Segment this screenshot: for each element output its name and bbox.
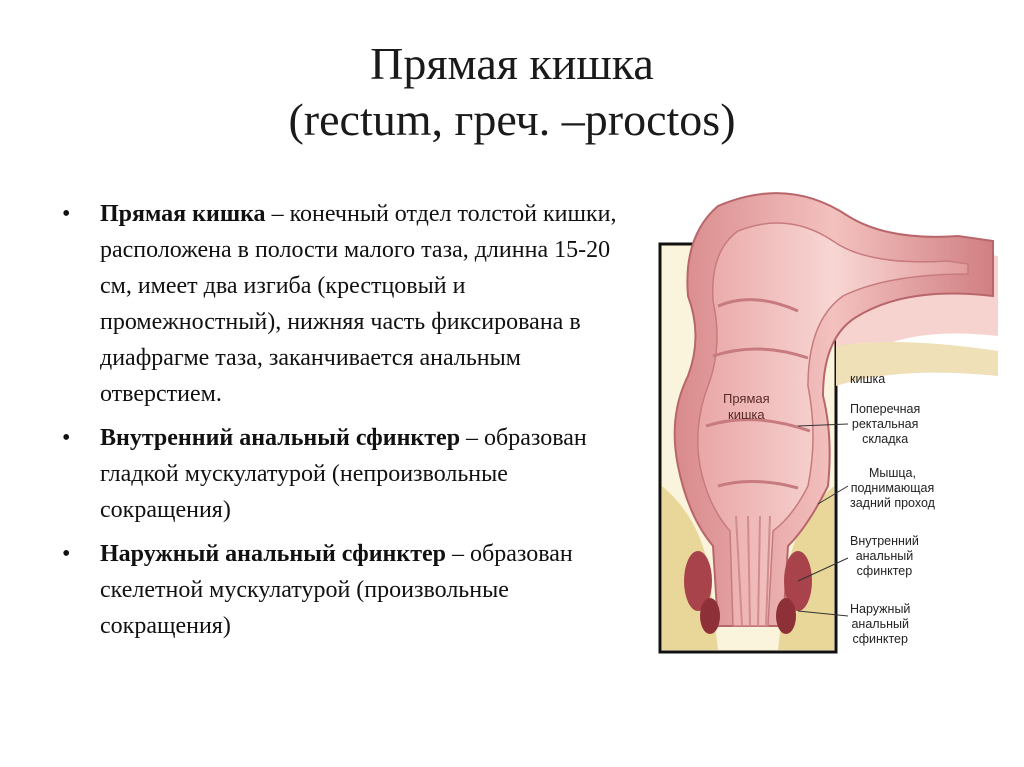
label-rectal-fold: Поперечная ректальная складка	[850, 402, 921, 446]
label-levator-ani: Мышца, поднимающая задний проход	[850, 466, 935, 510]
bullet-text: – образован скелетной мускулатурой (произвольные сокращения)	[100, 541, 573, 639]
bullet-text: – образован гладкой мускулатурой (непроизвольные сокращения)	[100, 425, 587, 523]
sphincter-muscle	[776, 598, 796, 634]
bullet-item	[60, 196, 620, 412]
slide-title	[0, 36, 1024, 148]
bullet-item	[60, 420, 620, 528]
label-internal-sphincter: Внутренний анальный сфинктер	[850, 534, 919, 578]
inner-label: Прямая кишка	[723, 391, 770, 422]
label-colon: кишка	[850, 372, 886, 386]
bullet-item	[60, 536, 620, 644]
sphincter-muscle	[700, 598, 720, 634]
label-external-sphincter: Наружный анальный сфинктер	[850, 602, 911, 646]
bullet-text: – конечный отдел толстой кишки, расположена в полости малого таза, длинна 15-20 см, имеет два изгиба (крестцовый и промежностный), нижняя часть фиксирована в диафрагме таза, заканчивается анальным отверстием.	[100, 201, 617, 407]
bullet-dot: •	[62, 201, 71, 227]
rectum-anatomy-illustration	[658, 186, 998, 656]
bullet-dot: •	[62, 541, 71, 567]
bullet-list	[60, 196, 620, 652]
bullet-term: Внутренний анальный сфинктер	[100, 425, 461, 451]
title-line-2: (rectum, греч. –proctos)	[288, 94, 736, 145]
title-line-1: Прямая кишка	[370, 38, 654, 89]
rectum-anatomy-drawing	[658, 186, 998, 656]
bullet-term: Прямая кишка	[100, 201, 266, 227]
bullet-dot: •	[62, 425, 71, 451]
bullet-term: Наружный анальный сфинктер	[100, 541, 446, 567]
